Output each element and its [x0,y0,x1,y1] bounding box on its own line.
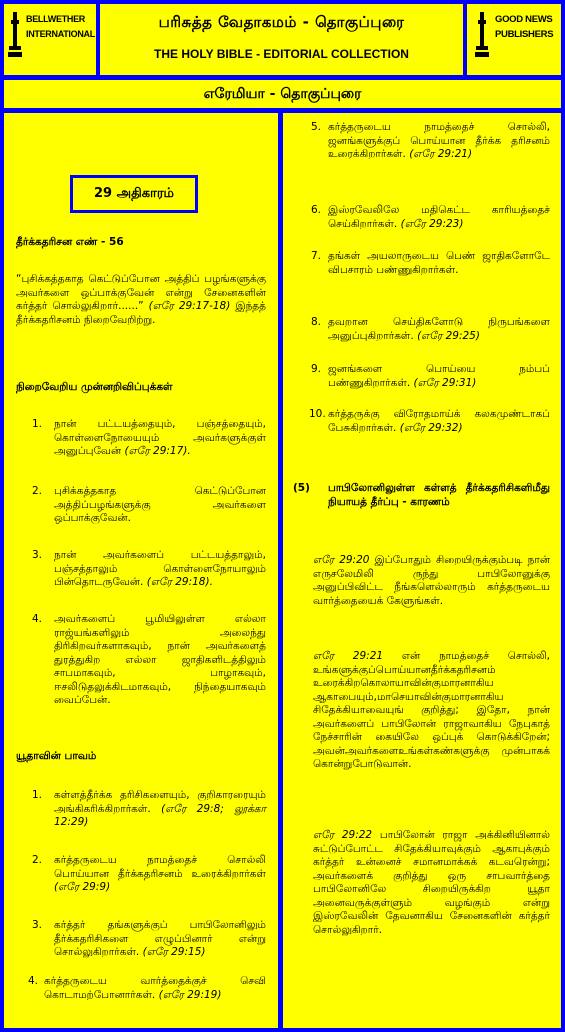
title-english: THE HOLY BIBLE - EDITORIAL COLLECTION [154,47,409,61]
list-item-text: புசிக்கத்தகாத கெட்டுப்போன அத்திப்பழங்களுக்கு அவர்களை ஒப்பாக்குவேன். [54,485,266,524]
section2-heading: யூதாவின் பாவம் [16,750,97,762]
list-item [54,919,266,960]
left-logo-line2: INTERNATIONAL [26,29,95,39]
verse-text: இப்போதும் சிறையிருக்கும்படி நான் எருசலேமிலி ருந்து பாபிலோனுக்கு அனுப்பிவிட்ட நீங்களெல்லாரும் கர்த்தருடைய வார்த்தையைக் கேளுங்கள். [313,554,550,607]
list-item [328,121,550,162]
verse-paragraph [313,554,550,608]
list-item-number: 5. [311,121,322,133]
list-item-ref: (எரே 29:15) [142,946,206,958]
list-item [328,204,550,231]
list-item-text: கர்த்தருடைய நாமத்தைச் சொல்லி பொய்யான தீர்க்கதரிசனம் உரைக்கிறார்கள் [54,854,266,880]
list-item [328,250,550,277]
section5-number: (5) [293,482,310,494]
list-item [54,854,266,895]
list-item [54,549,266,590]
book-title-bar [4,80,561,108]
right-logo-line2: PUBLISHERS [495,29,554,40]
left-logo-line1: BELLWETHER [26,14,85,24]
list-item-text: கர்த்தருடைய நாமத்தைச் சொல்லி, ஜனங்களுக்குப் பொய்யான தீர்க்க தரிசனம் உரைக்கிறார்கள். [328,121,550,160]
list-item-ref: (எரே 29:31) [413,376,477,389]
right-logo-text [495,12,553,42]
list-item [328,363,550,390]
list-item-number: 2. [32,485,43,497]
list-item-number: 6. [311,204,322,216]
list-item-text: கர்த்தருடைய வார்த்தைக்குச் செவி கொடாமற்போனார்கள். [44,975,266,1001]
list-item-text: கர்த்தருக்கு விரோதமாய்க் கலகமுண்டாகப் பேசுகிறார்கள். [328,408,550,434]
list-item [54,789,266,830]
section5-heading: பாபிலோனிலுள்ள கள்ளத் தீர்க்கதரிசிகளிமீது நியாயத் தீர்ப்பு - காரணம் [328,482,550,508]
list-item-number: 1. [32,418,43,430]
intro-ref: (எரே 29:17-18) [148,300,231,312]
list-item [54,418,266,459]
left-column [4,113,278,1028]
list-item-ref: (எரே 29:9) [54,881,111,893]
list-item [44,975,266,1002]
right-column [283,113,561,1028]
verse-ref: எரே 29:22 [313,829,373,841]
list-item-ref: (எரே 29:23) [400,217,464,230]
intro-tail: இந்தத் தீர்க்கதரிசனம் நிறைவேறிற்று. [16,300,266,326]
intro-quote: “புசிக்கத்தகாத கெட்டுப்போன அத்திப் பழங்களுக்கு அவர்களை ஒப்பாக்குவேன் என்று சேனைகளின் கர்த்தர் சொல்லுகிறார்......” [16,273,266,312]
list-item-number: 7. [311,250,322,262]
list-item-text: ஜனங்களை பொய்யை நம்பப் பண்ணுகிறார்கள். [328,363,550,389]
list-item-number: 4. [32,613,43,625]
list-item-text: நான் பட்டயத்தையும், பஞ்சத்தையும், கொள்ளைநோயையும் அவர்களுக்குள் அனுப்புவேன் [54,418,266,457]
intro-paragraph [16,273,266,327]
verse-ref: எரே 29:20 [313,554,370,566]
list-item-text: தங்கள் அயலாருடைய பெண் ஜாதிகளோடே விபசாரம் பண்ணுகிறார்கள். [328,250,550,276]
list-item-number: 4. [28,975,39,987]
verse-paragraph [313,650,550,772]
list-item-ref: (எரே 29:18). [146,576,213,588]
list-item-text: கள்ளத்தீர்க்க தரிசிகளையும், குறிகாரரையும் அங்கிகரிக்கிறார்கள். [54,789,266,815]
list-item-number: 3. [32,919,43,931]
verse-ref: எரே 29:21 [313,650,384,662]
list-item-ref: (எரே 29:25) [417,329,480,342]
list-item-ref: (எரே 29:8; லூக்கா 12:29) [54,802,266,828]
verse-text: பாபிலோன் ராஜா அக்கினியினால் சுட்டுப்போட்ட சிதேக்கியாவுக்கும் ஆகாபுக்கும் கர்த்தர் உன்னைச் சமானமாக்கக் கடவரென்று; அவர்களைக் குறித்து ஒரு சாபவார்த்தை பாபிலோனிலே சிறையிருக்கிற யூதா அனைவருக்குள்ளும் வழங்கும் என்று இஸ்ரவேலின் தேவனாகிய சேனைகளின் கர்த்தர் சொல்லுகிறார். [313,829,551,936]
list-item-text: அவர்களைப் பூமியிலுள்ள எல்லா ராஜ்யங்களிலும் அலைந்து திரிகிறவர்களாகவும், நான் அவர்களைத் துரத்துகிற எல்லா ஜாதிகளிடத்திலும் சாபமாகவும், பாழாகவும், ஈசலிடுதலுக்கிடமாகவும், நிந்தையாகவும் வைப்பேன். [54,613,266,706]
lamp-icon [475,10,489,58]
list-item-text: கர்த்தர் தங்களுக்குப் பாபிலோனிலும் தீர்க்கதரிசிகளை எழுப்பினார் என்று சொல்லுகிறார்கள். [54,919,266,958]
left-logo-text [26,12,95,42]
list-item-number: 10. [309,408,326,420]
verse-paragraph [313,829,550,937]
section1-heading: நிறைவேறிய முன்னறிவிப்புக்கள் [16,381,173,393]
list-item [328,316,550,343]
list-item [54,485,266,526]
title-tamil: பரிசுத்த வேதாகமம் - தொகுப்புரை [158,13,405,31]
prophecy-number: தீர்க்கதரிசன எண் - 56 [16,236,124,248]
list-item-number: 3. [32,549,43,561]
list-item-ref: (எரே 29:32) [399,421,463,434]
verse-text: என் நாமத்தைச் சொல்லி, உங்களுக்குப்பொய்யானதீர்க்கதரிசனம் உரைக்கிறகொலாயாவின்குமாரனாகிய ஆகாபையும்,மாசெயாவின்குமாரனாகிய சிதேக்கியாவையுங் குறித்து; இதோ, நான் அவர்களைப் பாபிலோன் ராஜாவாகிய நேபுகாத் நேச்சாரின் கையிலே ஒப்புக் கொடுக்கிறேன்; அவன்அவர்களைஉங்கள்கண்களுக்கு முன்பாகக் கொன்றுபோடுவான். [313,650,551,770]
right-logo-line1: GOOD NEWS [495,14,553,25]
list-item-text: நான் அவர்களைப் பட்டயத்தாலும், பஞ்சத்தாலும் கொள்ளைநோயாலும் பின்தொடருவேன். [54,549,266,588]
list-item-ref: (எரே 29:17). [124,445,191,457]
book-title: எரேமியா - தொகுப்புரை [203,86,362,102]
list-item-number: 9. [311,363,322,375]
good-news-logo [467,4,561,75]
header-title-box [100,4,463,75]
list-item-ref: (எரே 29:19) [158,988,222,1001]
list-item-text: இஸ்ரவேலிலே மதிகெட்ட காரியத்தைச் செய்கிறார்கள். [328,204,550,230]
bellwether-logo [4,4,96,75]
list-item-text: தவறான செய்திகளோடு நிருபங்களை அனுப்புகிறார்கள். [328,316,550,342]
lamp-icon [8,10,22,58]
list-item-number: 1. [32,789,43,801]
list-item [328,408,550,435]
list-item-number: 2. [32,854,43,866]
list-item [54,613,266,708]
list-item-number: 8. [311,316,322,328]
list-item-ref: (எரே 29:21) [409,148,473,160]
chapter-heading: 29 அதிகாரம் [70,175,198,213]
